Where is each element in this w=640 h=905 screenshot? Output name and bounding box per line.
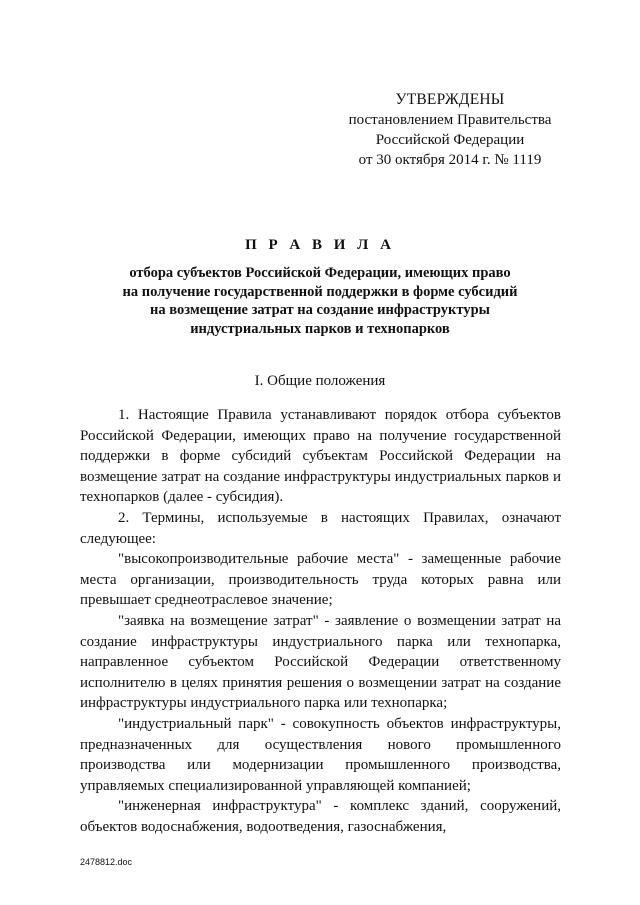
document-body [80,405,561,837]
subtitle-line: индустриальных парков и технопарков [190,320,450,337]
approval-decree-line: постановлением Правительства [348,112,552,128]
section-heading: I. Общие положения [254,373,386,389]
definition-cost-reimbursement-application: "заявка на возмещение затрат" - заявление о возмещении затрат на создание инфраструктуры индустриального парка или технопарка, направленное субъектом Российской Федерации ответственному исполнителю в целях принятия решения о возмещении затрат на создание инфраструктуры индустриального парка или технопарка; [80,612,561,712]
subtitle-line: на получение государственной поддержки в форме субсидий [122,283,518,300]
definition-high-productivity-jobs: "высокопроизводительные рабочие места" - замещенные рабочие места организации, производительность труда которых равна или превышает среднеотраслевое значение; [80,551,561,609]
document-title: П Р А В И Л А [245,237,395,253]
document-subtitle [70,264,570,338]
approval-block [330,90,570,170]
definition-industrial-park: "индустриальный парк" - совокупность объектов инфраструктуры, предназначенных для осуществления нового промышленного производства или модернизации промышленного производства, управляемых специализированной управляющей компанией; [80,715,561,794]
paragraph-2: 2. Термины, используемые в настоящих Правилах, означают следующее: [80,509,561,547]
subtitle-line: на возмещение затрат на создание инфраструктуры [150,302,490,318]
approval-date-number-line: от 30 октября 2014 г. № 1119 [358,152,542,168]
approval-government-line: Российской Федерации [375,132,525,148]
approval-heading: УТВЕРЖДЕНЫ [395,91,505,108]
subtitle-line: отбора субъектов Российской Федерации, имеющих право [129,265,511,281]
file-name-footer: 2478812.doc [80,857,133,867]
paragraph-1: 1. Настоящие Правила устанавливают порядок отбора субъектов Российской Федерации, имеющих право на получение государственной поддержки в форме субсидий субъектам Российской Федерации на возмещение затрат на создание инфраструктуры индустриальных парков и технопарков (далее - субсидия). [80,407,561,506]
definition-engineering-infrastructure: "инженерная инфраструктура" - комплекс зданий, сооружений, объектов водоснабжения, водоотведения, газоснабжения, [80,798,561,835]
